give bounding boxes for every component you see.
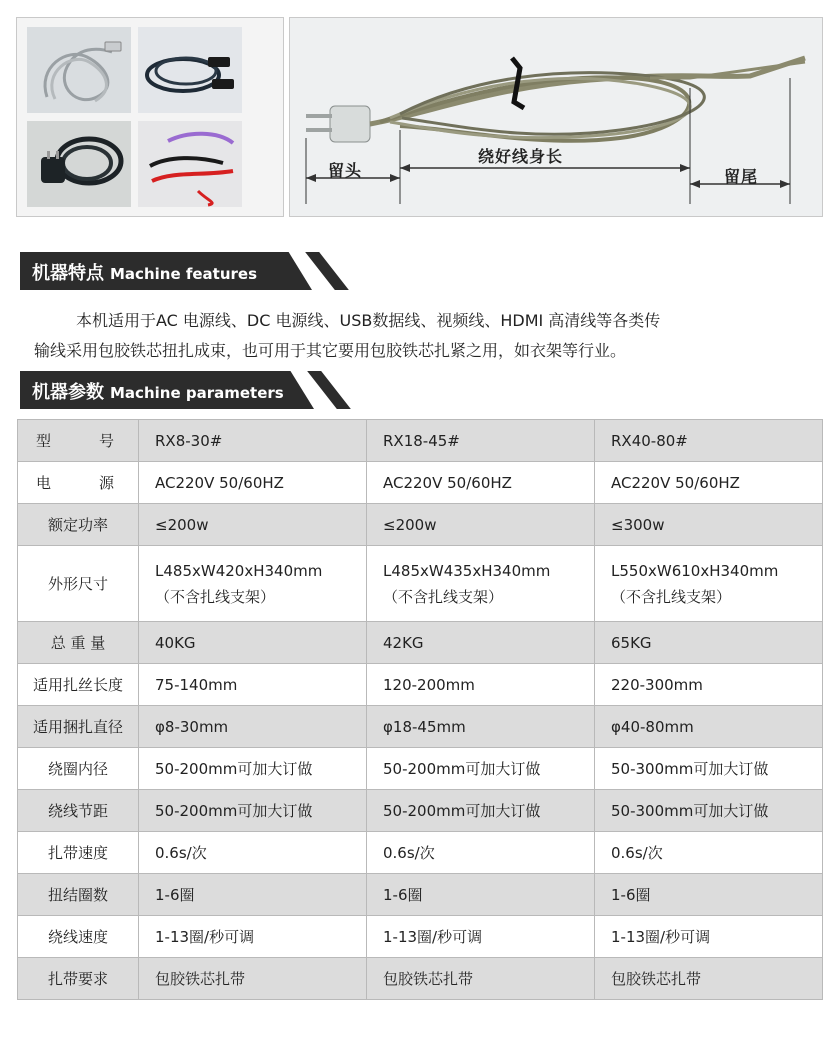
wrapped-cable-diagram: [289, 17, 823, 217]
dimension-note: （不含扎线支架）: [611, 587, 732, 606]
table-row-winding-pitch: [18, 790, 823, 832]
table-cell: 1-13圈/秒可调: [595, 916, 823, 958]
table-cell: 65KG: [595, 622, 823, 664]
table-cell: 50-200mm可加大订做: [139, 790, 367, 832]
row-label: 外形尺寸: [18, 546, 139, 622]
table-cell: 1-6圈: [367, 874, 595, 916]
table-cell: 42KG: [367, 622, 595, 664]
table-row-model: [18, 420, 823, 462]
table-cell: 220-300mm: [595, 664, 823, 706]
table-row-power-supply: [18, 462, 823, 504]
row-label: 额定功率: [18, 504, 139, 546]
tail-length-label: 留尾: [724, 167, 759, 186]
table-row-rated-power: [18, 504, 823, 546]
table-cell: 0.6s/次: [367, 832, 595, 874]
table-cell: ≤200w: [139, 504, 367, 546]
dimension-note: （不含扎线支架）: [383, 587, 504, 606]
table-cell: [139, 546, 367, 622]
features-description: [34, 306, 794, 366]
dimension-note: （不含扎线支架）: [155, 587, 276, 606]
row-label: 适用扎丝长度: [18, 664, 139, 706]
dimension-value: L485xW435xH340mm: [383, 561, 551, 580]
table-row-dimensions: [18, 546, 823, 622]
row-label: 扭结圈数: [18, 874, 139, 916]
row-label: 绕线节距: [18, 790, 139, 832]
parameters-header: [20, 371, 340, 409]
table-cell: 50-200mm可加大订做: [139, 748, 367, 790]
parameters-title-en: Machine parameters: [110, 384, 284, 402]
table-row-tie-speed: [18, 832, 823, 874]
table-cell: 40KG: [139, 622, 367, 664]
table-cell: 1-6圈: [595, 874, 823, 916]
row-label: 扎带要求: [18, 958, 139, 1000]
table-row-bundle-diameter: [18, 706, 823, 748]
table-cell: φ8-30mm: [139, 706, 367, 748]
table-row-weight: [18, 622, 823, 664]
table-row-twist-turns: [18, 874, 823, 916]
row-label: 扎带速度: [18, 832, 139, 874]
table-row-tie-requirement: [18, 958, 823, 1000]
parameters-title-cn: 机器参数: [32, 382, 104, 403]
body-length-label: 绕好线身长: [478, 147, 564, 166]
dimension-value: L485xW420xH340mm: [155, 561, 323, 580]
table-cell: RX8-30#: [139, 420, 367, 462]
parameters-table: [17, 419, 823, 1000]
table-cell: [367, 546, 595, 622]
features-title-en: Machine features: [110, 265, 258, 283]
head-length-label: 留头: [328, 161, 363, 180]
features-text-line-2: 输线采用包胶铁芯扭扎成束，也可用于其它要用包胶铁芯扎紧之用，如衣架等行业。: [34, 341, 627, 360]
features-text-line-1: 本机适用于AC 电源线、DC 电源线、USB数据线、视频线、HDMI 高清线等各类传: [76, 311, 661, 330]
row-label: 型 号: [18, 420, 139, 462]
table-cell: AC220V 50/60HZ: [595, 462, 823, 504]
power-cord-photo: [27, 121, 131, 207]
table-cell: RX40-80#: [595, 420, 823, 462]
table-cell: 50-300mm可加大订做: [595, 748, 823, 790]
features-header: [20, 252, 340, 290]
colored-wires-photo: [138, 121, 242, 207]
table-row-winding-speed: [18, 916, 823, 958]
table-cell: 1-13圈/秒可调: [139, 916, 367, 958]
features-title-cn: 机器特点: [32, 263, 104, 284]
product-photo-grid: [16, 17, 284, 217]
table-cell: 包胶铁芯扎带: [367, 958, 595, 1000]
table-cell: φ40-80mm: [595, 706, 823, 748]
table-cell: 包胶铁芯扎带: [595, 958, 823, 1000]
table-cell: 1-6圈: [139, 874, 367, 916]
row-label: 总 重 量: [18, 622, 139, 664]
table-cell: 1-13圈/秒可调: [367, 916, 595, 958]
row-label: 绕线速度: [18, 916, 139, 958]
table-cell: 0.6s/次: [139, 832, 367, 874]
table-cell: 0.6s/次: [595, 832, 823, 874]
usb-cable-black-photo: [138, 27, 242, 113]
table-cell: ≤200w: [367, 504, 595, 546]
table-cell: AC220V 50/60HZ: [139, 462, 367, 504]
table-row-coil-inner-diameter: [18, 748, 823, 790]
table-cell: AC220V 50/60HZ: [367, 462, 595, 504]
table-cell: RX18-45#: [367, 420, 595, 462]
table-cell: ≤300w: [595, 504, 823, 546]
table-cell: [595, 546, 823, 622]
row-label: 电 源: [18, 462, 139, 504]
table-row-wire-length: [18, 664, 823, 706]
table-cell: φ18-45mm: [367, 706, 595, 748]
table-cell: 120-200mm: [367, 664, 595, 706]
usb-cable-gray-photo: [27, 27, 131, 113]
table-cell: 50-200mm可加大订做: [367, 790, 595, 832]
table-cell: 包胶铁芯扎带: [139, 958, 367, 1000]
table-cell: 75-140mm: [139, 664, 367, 706]
dimension-value: L550xW610xH340mm: [611, 561, 779, 580]
table-cell: 50-200mm可加大订做: [367, 748, 595, 790]
row-label: 适用捆扎直径: [18, 706, 139, 748]
row-label: 绕圈内径: [18, 748, 139, 790]
table-cell: 50-300mm可加大订做: [595, 790, 823, 832]
